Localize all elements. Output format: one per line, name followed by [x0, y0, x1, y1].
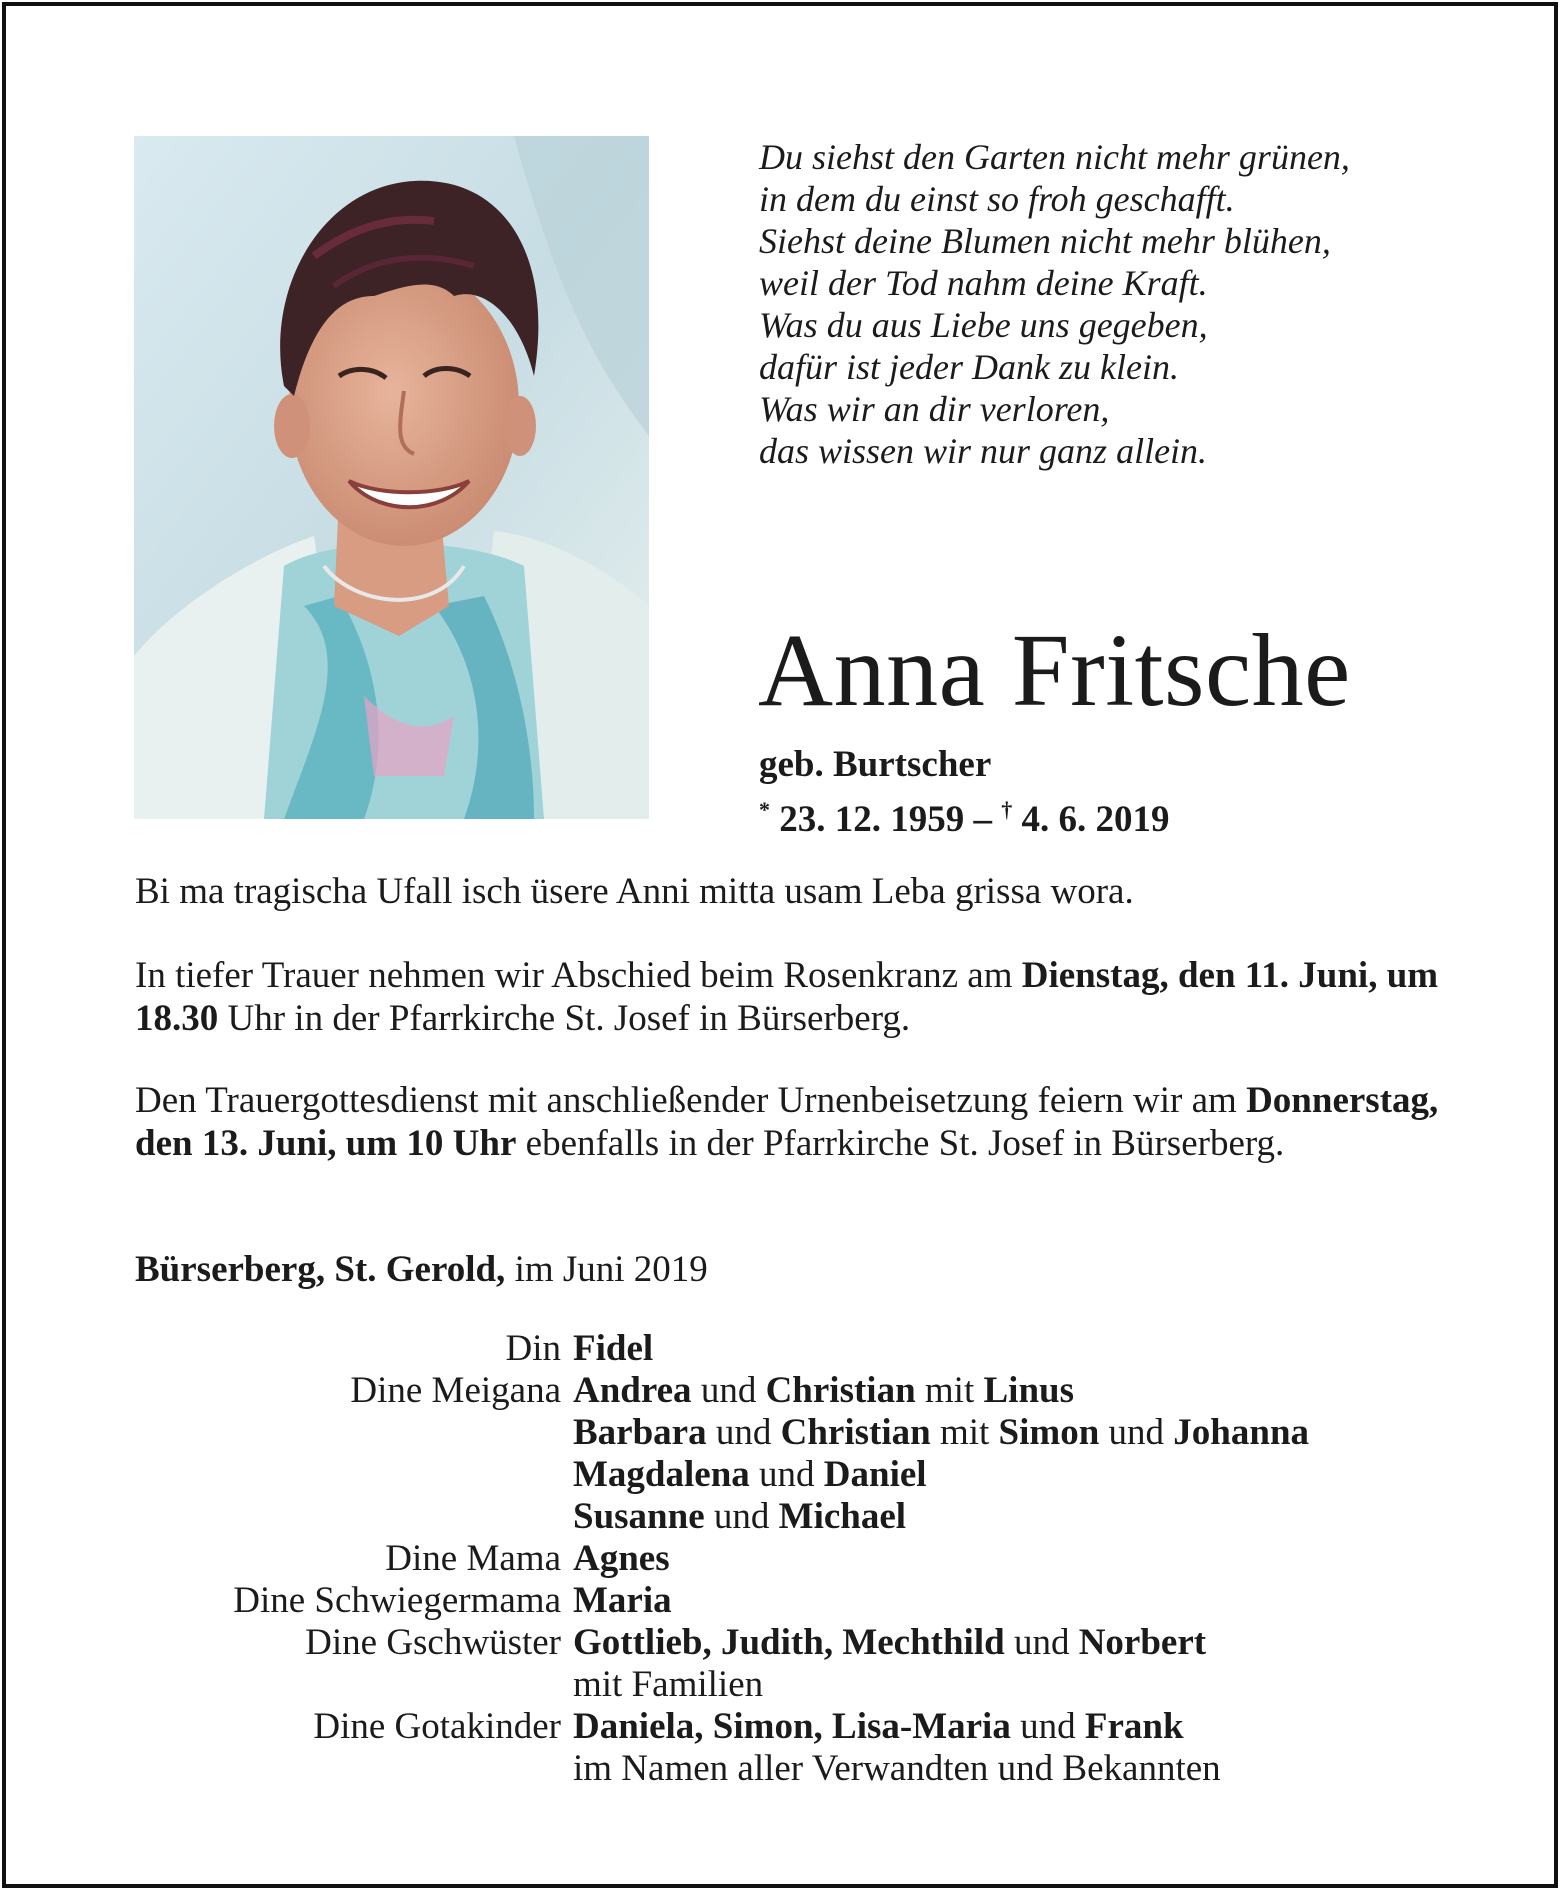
intro-paragraph: Bi ma tragischa Ufall isch üsere Anni mitta usam Leba grissa wora.: [135, 871, 1134, 912]
mourner-name: Frank: [1084, 1706, 1184, 1747]
mourner-name: Norbert: [1078, 1622, 1207, 1663]
mourner-names: [573, 1664, 763, 1706]
mourner-name: Christian: [780, 1412, 931, 1453]
mourner-name: Susanne: [573, 1496, 705, 1537]
connector-text: und: [706, 1412, 781, 1453]
mourners-list: [135, 1328, 1465, 1790]
memorial-poem: [759, 136, 1479, 472]
mourner-names: [573, 1538, 670, 1580]
mourner-row: [135, 1748, 1465, 1790]
mourner-name: Gottlieb, Judith, Mechthild: [573, 1622, 1005, 1663]
connector-text: mit Familien: [573, 1664, 764, 1705]
mourner-name: Daniela, Simon, Lisa-Maria: [573, 1706, 1011, 1747]
mourner-name: Simon: [998, 1412, 1100, 1453]
connector-text: mit: [915, 1370, 984, 1411]
birth-date: 23. 12. 1959: [779, 799, 965, 840]
service-text-c: ebenfalls in der Pfarrkirche St. Josef in Bürserberg.: [516, 1123, 1285, 1164]
place: Bürserberg, St. Gerold,: [135, 1249, 506, 1290]
mourner-row: [135, 1664, 1465, 1706]
mourner-row: [135, 1328, 1465, 1370]
connector-text: im Namen aller Verwandten und Bekannten: [573, 1748, 1221, 1789]
mourner-name: Christian: [765, 1370, 916, 1411]
relation-label: Dine Gotakinder: [313, 1706, 561, 1747]
mourner-names: [573, 1622, 1206, 1664]
relation-label: [135, 1496, 573, 1538]
mourner-name: Fidel: [573, 1328, 654, 1369]
mourner-name: Maria: [573, 1580, 672, 1621]
relation-label: [135, 1454, 573, 1496]
death-symbol: †: [1001, 797, 1013, 822]
deceased-name: Anna Fritsche: [758, 613, 1351, 728]
connector-text: und: [691, 1370, 766, 1411]
mourner-row: [135, 1622, 1465, 1664]
mourner-names: [573, 1412, 1309, 1454]
rosary-text-c: Uhr in der Pfarrkirche St. Josef in Bürserberg.: [218, 998, 911, 1039]
mourner-name: Michael: [778, 1496, 907, 1537]
mourner-name: Barbara: [573, 1412, 707, 1453]
relation-label: Dine Schwiegermama: [233, 1580, 561, 1621]
poem-line: das wissen wir nur ganz allein.: [759, 431, 1208, 471]
relation-label: Dine Meigana: [350, 1370, 561, 1411]
rosary-paragraph: [135, 954, 1465, 1040]
relation-label: Dine Mama: [385, 1538, 561, 1579]
death-date: 4. 6. 2019: [1021, 799, 1170, 840]
mourner-names: [573, 1454, 927, 1496]
mourner-row: [135, 1412, 1465, 1454]
mourner-name: Agnes: [573, 1538, 670, 1579]
mourner-name: Andrea: [573, 1370, 692, 1411]
relation-label: [135, 1412, 573, 1454]
mourner-row: [135, 1706, 1465, 1748]
mourner-name: Magdalena: [573, 1454, 750, 1495]
obituary-frame: [2, 2, 1558, 1888]
poem-line: Du siehst den Garten nicht mehr grünen,: [759, 137, 1350, 177]
poem-line: Was wir an dir verloren,: [759, 389, 1110, 429]
service-datetime: Donnerstag, den 13. Juni, um 10 Uhr: [135, 1080, 1439, 1164]
poem-line: in dem du einst so froh geschafft.: [759, 179, 1235, 219]
mourner-names: [573, 1328, 653, 1370]
connector-text: und: [704, 1496, 779, 1537]
mourner-row: [135, 1496, 1465, 1538]
mourner-row: [135, 1580, 1465, 1622]
place-date: [135, 1248, 1465, 1291]
funeral-service-paragraph: [135, 1079, 1465, 1165]
date: im Juni 2019: [505, 1249, 708, 1290]
poem-line: Siehst deine Blumen nicht mehr blühen,: [759, 221, 1331, 261]
portrait-illustration: [134, 136, 649, 819]
rosary-text-a: In tiefer Trauer nehmen wir Abschied beim Rosenkranz am: [135, 955, 1022, 996]
poem-line: weil der Tod nahm deine Kraft.: [759, 263, 1208, 303]
relation-label: [135, 1748, 573, 1790]
relation-label: Dine Gschwüster: [305, 1622, 561, 1663]
date-separator: –: [964, 799, 1002, 840]
mourner-names: [573, 1496, 906, 1538]
mourner-row: [135, 1538, 1465, 1580]
mourner-name: Daniel: [823, 1454, 927, 1495]
rosary-datetime: Dienstag, den 11. Juni, um 18.30: [135, 955, 1439, 1039]
mourner-row: [135, 1454, 1465, 1496]
maiden-name: geb. Burtscher: [759, 744, 992, 785]
mourner-row: [135, 1370, 1465, 1412]
connector-text: mit: [930, 1412, 999, 1453]
life-dates: [759, 789, 1170, 841]
poem-line: dafür ist jeder Dank zu klein.: [759, 347, 1179, 387]
connector-text: und: [1010, 1706, 1085, 1747]
mourner-names: [573, 1748, 1221, 1790]
relation-label: [135, 1664, 573, 1706]
relation-label: Din: [505, 1328, 561, 1369]
birth-symbol: *: [759, 797, 770, 822]
mourner-name: Johanna: [1173, 1412, 1310, 1453]
connector-text: und: [1099, 1412, 1174, 1453]
connector-text: und: [1004, 1622, 1079, 1663]
service-text-a: Den Trauergottesdienst mit anschließender Urnenbeisetzung feiern wir am: [135, 1080, 1247, 1121]
mourner-names: [573, 1370, 1074, 1412]
poem-line: Was du aus Liebe uns gegeben,: [759, 305, 1208, 345]
mourner-name: Linus: [983, 1370, 1074, 1411]
mourner-names: [573, 1580, 672, 1622]
portrait-photo: [134, 136, 649, 819]
mourner-names: [573, 1706, 1184, 1748]
connector-text: und: [749, 1454, 824, 1495]
